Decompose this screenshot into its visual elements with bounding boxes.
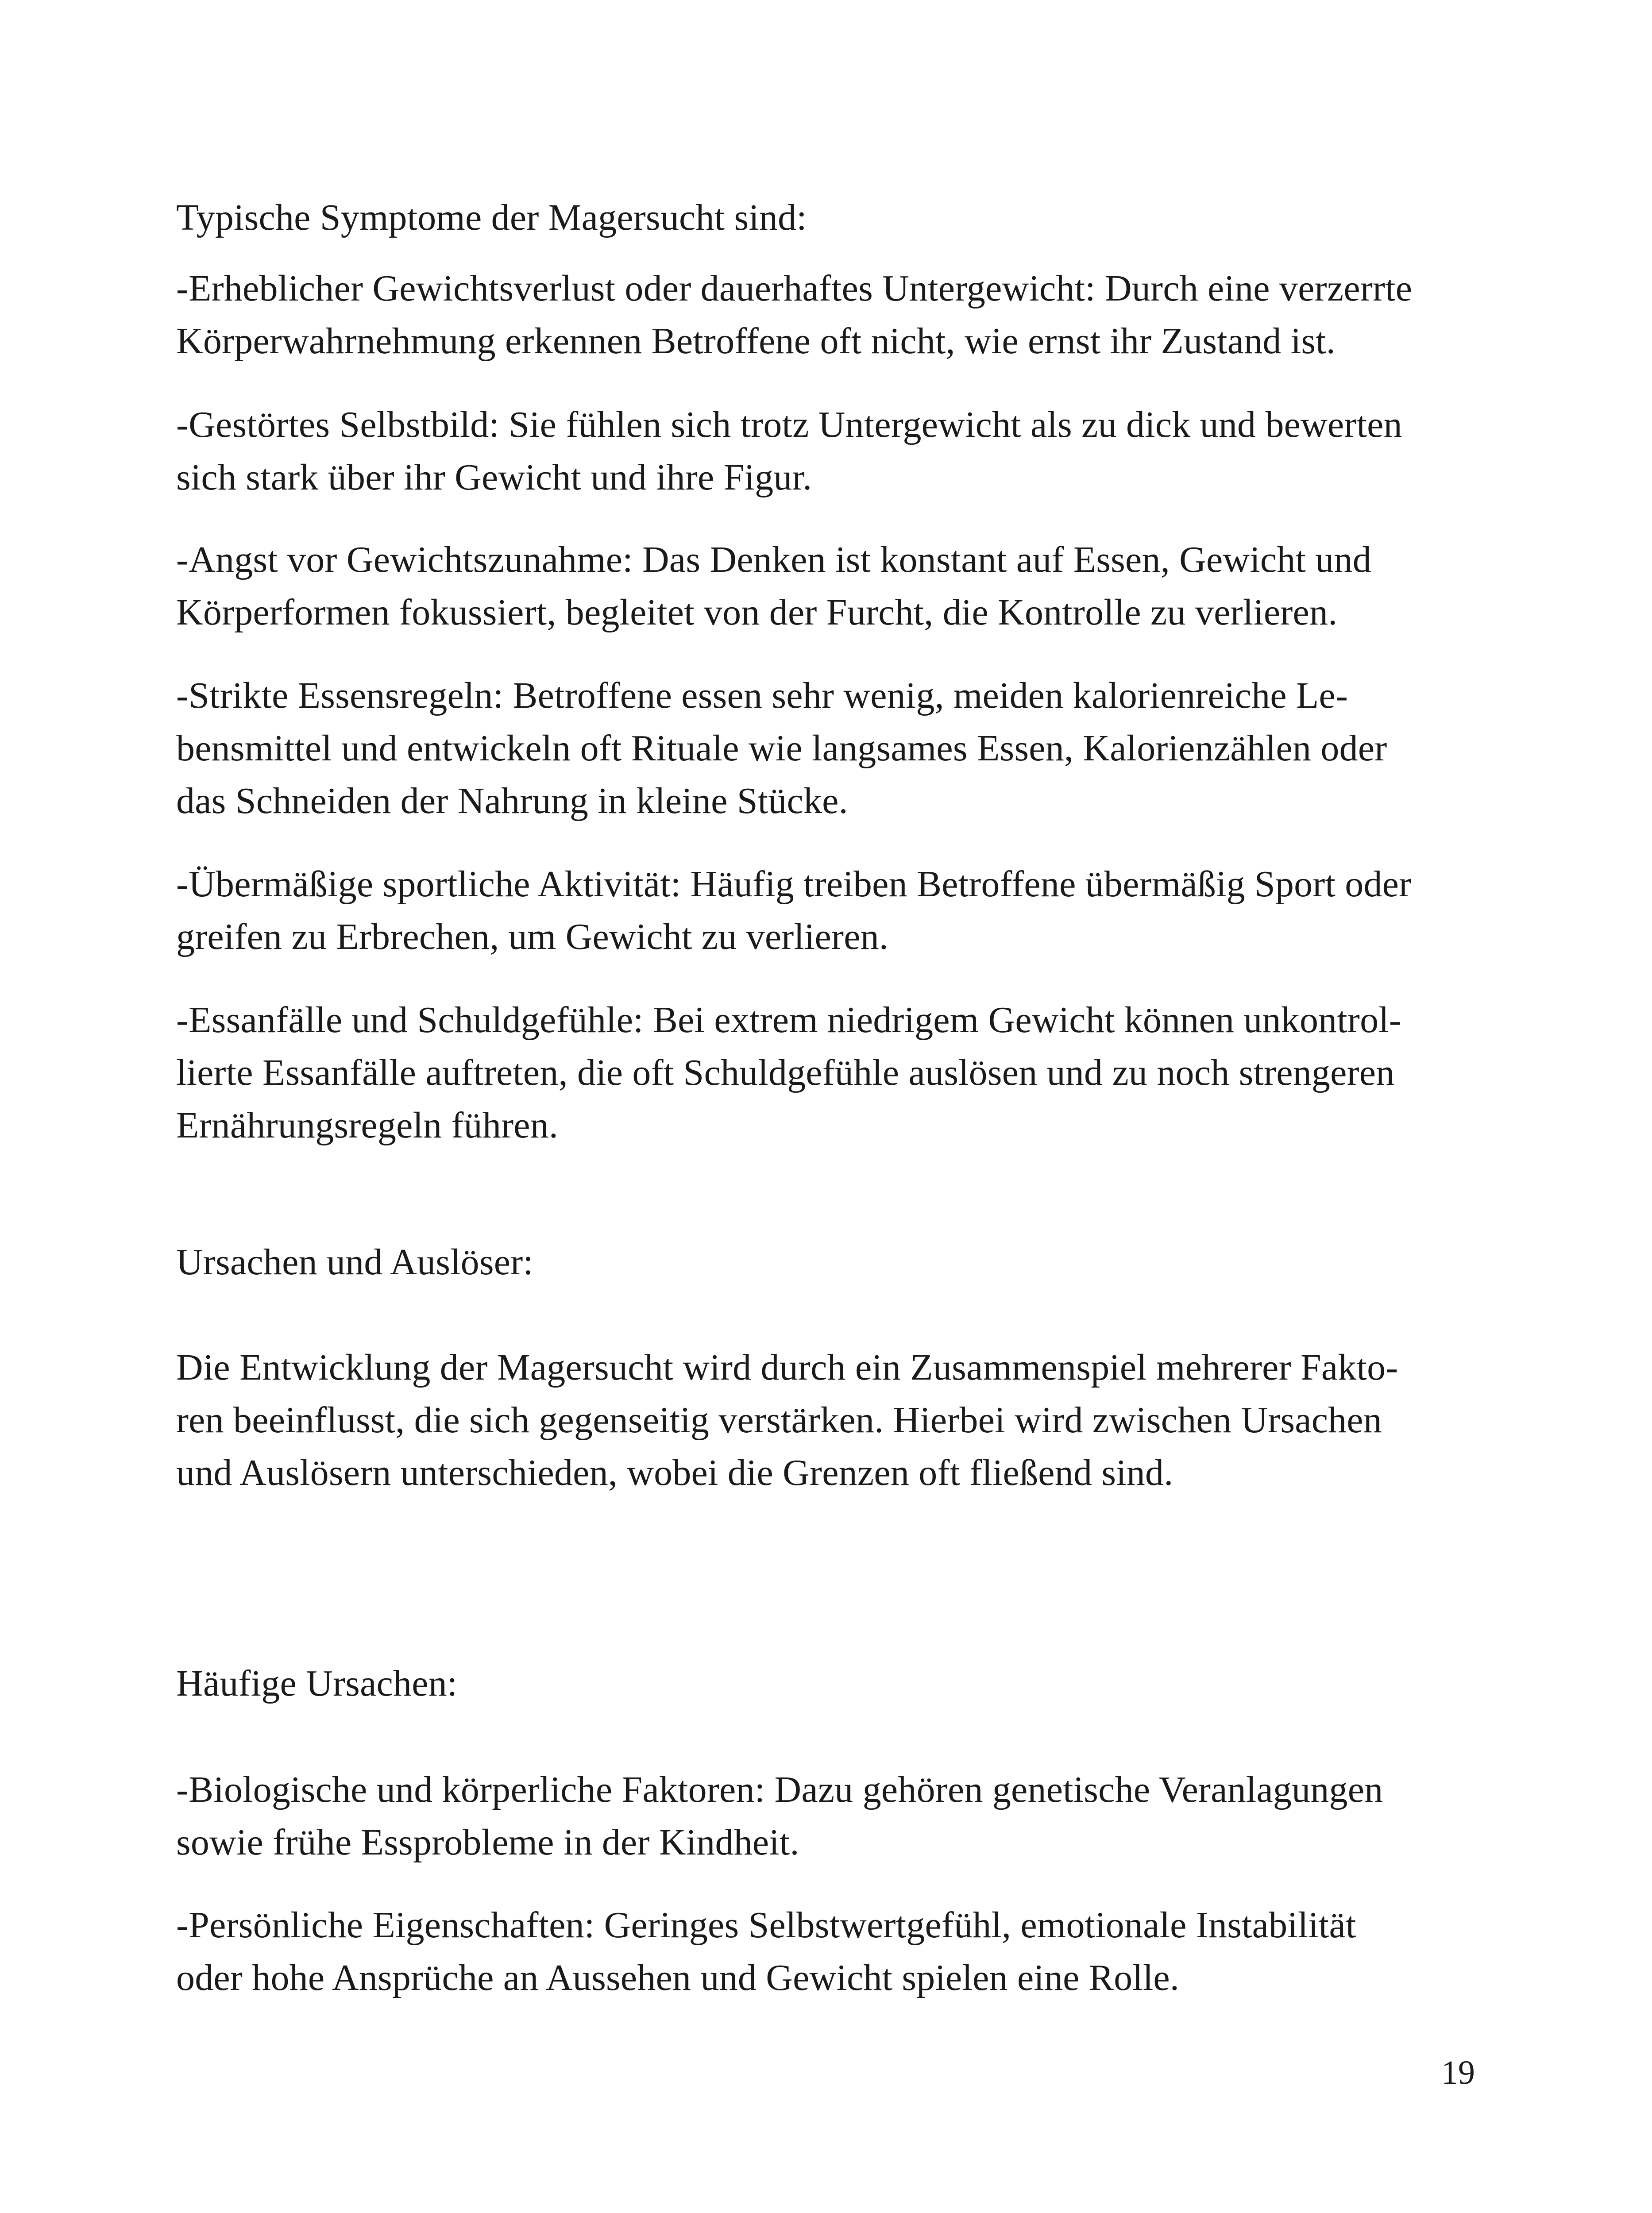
heading-common-causes: Häufige Ursachen: — [176, 1663, 458, 1704]
text-line: -Erheblicher Gewichtsverlust oder dauerhaftes Untergewicht: Durch eine verzerrte — [176, 268, 1413, 309]
text-line: oder hohe Ansprüche an Aussehen und Gewicht spielen eine Rolle. — [176, 1957, 1180, 1998]
symptom-weight-loss — [176, 262, 1491, 367]
text-line: ren beeinflusst, die sich gegenseitig verstärken. Hierbei wird zwischen Ursachen — [176, 1400, 1382, 1441]
text-line: das Schneiden der Nahrung in kleine Stücke. — [176, 780, 848, 821]
text-line: lierte Essanfälle auftreten, die oft Schuldgefühle auslösen und zu noch strengeren — [176, 1052, 1395, 1093]
text-line: -Angst vor Gewichtszunahme: Das Denken ist konstant auf Essen, Gewicht und — [176, 539, 1371, 580]
text-line: Körperwahrnehmung erkennen Betroffene oft nicht, wie ernst ihr Zustand ist. — [176, 320, 1335, 362]
causes-intro-paragraph — [176, 1341, 1491, 1499]
text-line: greifen zu Erbrechen, um Gewicht zu verlieren. — [176, 916, 889, 957]
text-line: -Gestörtes Selbstbild: Sie fühlen sich trotz Untergewicht als zu dick und bewerten — [176, 404, 1402, 445]
text-line: -Persönliche Eigenschaften: Geringes Selbstwertgefühl, emotionale Instabilität — [176, 1905, 1356, 1946]
symptom-fear-of-weight-gain — [176, 533, 1491, 639]
symptom-excessive-exercise — [176, 858, 1491, 963]
text-line: -Essanfälle und Schuldgefühle: Bei extrem niedrigem Gewicht können unkontrol- — [176, 999, 1401, 1041]
page-number: 19 — [1441, 2054, 1475, 2091]
symptom-binge-and-guilt — [176, 994, 1491, 1152]
cause-personal-traits — [176, 1899, 1491, 2004]
heading-symptoms: Typische Symptome der Magersucht sind: — [176, 197, 807, 238]
text-line: sowie frühe Essprobleme in der Kindheit. — [176, 1822, 799, 1863]
heading-causes-and-triggers: Ursachen und Auslöser: — [176, 1241, 533, 1283]
text-line: und Auslösern unterschieden, wobei die Grenzen oft fließend sind. — [176, 1452, 1173, 1493]
symptom-strict-eating-rules — [176, 669, 1491, 827]
symptom-self-image — [176, 398, 1491, 504]
text-line: -Biologische und körperliche Faktoren: Dazu gehören genetische Veranlagungen — [176, 1769, 1383, 1810]
text-line: Ernährungsregeln führen. — [176, 1105, 559, 1146]
cause-biological-factors — [176, 1763, 1491, 1869]
text-line: Körperformen fokussiert, begleitet von der Furcht, die Kontrolle zu verlieren. — [176, 592, 1338, 633]
text-line: bensmittel und entwickeln oft Rituale wie langsames Essen, Kalorienzählen oder — [176, 728, 1387, 769]
text-line: Die Entwicklung der Magersucht wird durch ein Zusammenspiel mehrerer Fakto- — [176, 1347, 1398, 1388]
text-line: -Übermäßige sportliche Aktivität: Häufig treiben Betroffene übermäßig Sport oder — [176, 864, 1412, 905]
text-line: -Strikte Essensregeln: Betroffene essen sehr wenig, meiden kalorienreiche Le- — [176, 675, 1348, 716]
text-line: sich stark über ihr Gewicht und ihre Figur. — [176, 457, 812, 498]
